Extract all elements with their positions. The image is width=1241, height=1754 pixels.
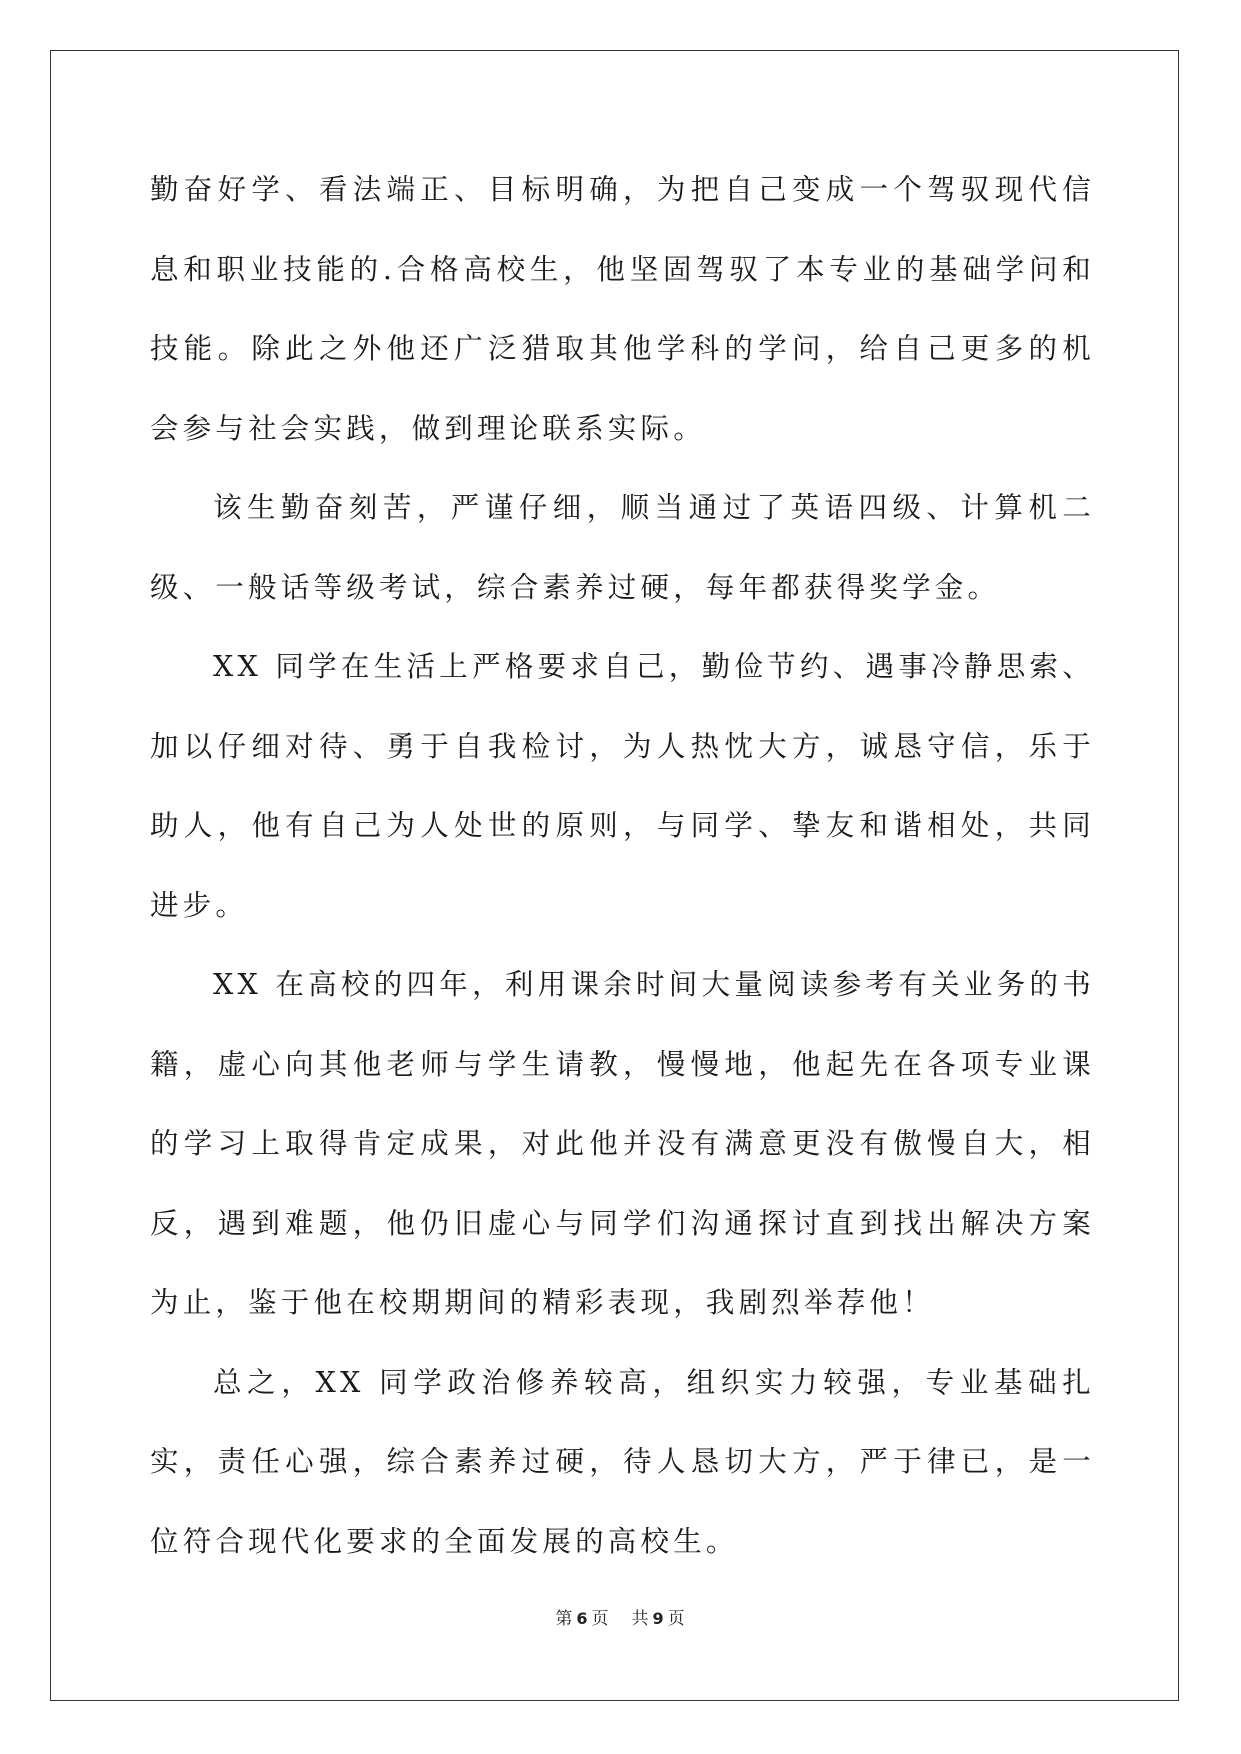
page-current-number: 6 bbox=[576, 1609, 589, 1628]
page-prefix: 第 bbox=[555, 1609, 574, 1629]
paragraph-4: XX 在高校的四年，利用课余时间大量阅读参考有关业务的书籍，虚心向其他老师与学生请教，慢慢地，他起先在各项专业课的学习上取得肯定成果，对此他并没有满意更没有傲慢自大，相反，遇到难题，他仍旧虚心与同学们沟通探讨直到找出解决方案为止，鉴于他在校期期间的精彩表现，我剧烈举荐他！ bbox=[150, 968, 1095, 1319]
total-suffix: 页 bbox=[667, 1609, 686, 1629]
paragraph-3: XX 同学在生活上严格要求自己，勤俭节约、遇事冷静思索、加以仔细对待、勇于自我检讨，为人热忱大方，诚恳守信，乐于助人，他有自己为人处世的原则，与同学、挚友和谐相处，共同进步。 bbox=[150, 650, 1095, 922]
document-body bbox=[150, 150, 1095, 1581]
paragraph-5: 总之，XX 同学政治修养较高，组织实力较强，专业基础扎实，责任心强，综合素养过硬，待人恳切大方，严于律已，是一位符合现代化要求的全面发展的高校生。 bbox=[150, 1365, 1095, 1558]
page-suffix: 页 bbox=[591, 1609, 610, 1629]
page-total-number: 9 bbox=[652, 1609, 665, 1628]
total-prefix: 共 bbox=[631, 1609, 650, 1629]
paragraph-2: 该生勤奋刻苦，严谨仔细，顺当通过了英语四级、计算机二级、一般话等级考试，综合素养过硬，每年都获得奖学金。 bbox=[150, 491, 1095, 604]
page-footer bbox=[0, 1604, 1241, 1629]
paragraph-1: 勤奋好学、看法端正、目标明确，为把自己变成一个驾驭现代信息和职业技能的.合格高校生，他坚固驾驭了本专业的基础学问和技能。除此之外他还广泛猎取其他学科的学问，给自己更多的机会参与社会实践，做到理论联系实际。 bbox=[150, 173, 1095, 445]
